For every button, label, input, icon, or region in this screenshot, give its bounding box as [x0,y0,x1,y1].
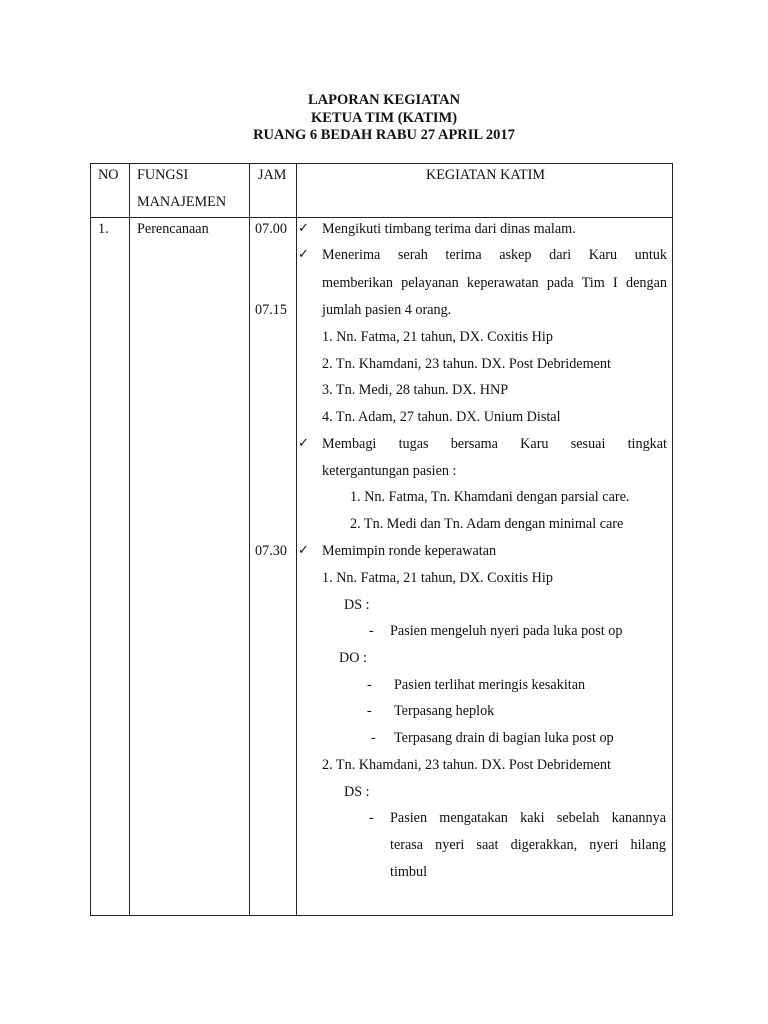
column-divider [129,164,130,915]
ds-label: DS : [344,597,370,613]
do-label: DO : [339,650,367,666]
report-title: LAPORAN KEGIATAN [307,92,461,108]
header-kegiatan: KEGIATAN KATIM [425,167,546,183]
column-divider [296,164,297,915]
report-location-date: RUANG 6 BEDAH RABU 27 APRIL 2017 [253,127,515,143]
activity-serah-terima-line: memberikan pelayanan keperawatan pada Tim I dengan [322,275,667,291]
checkmark-icon: ✓ [298,221,309,236]
assignment-item: 2. Tn. Medi dan Tn. Adam dengan minimal care [350,516,624,532]
assignment-item: 1. Nn. Fatma, Tn. Khamdani dengan parsial care. [350,489,630,505]
checkmark-icon: ✓ [298,247,309,262]
row-number: 1. [98,221,109,237]
time-0700: 07.00 [255,221,287,237]
checkmark-icon: ✓ [298,436,309,451]
dash-bullet: - [369,810,374,826]
ronde-patient-title: 2. Tn. Khamdani, 23 tahun. DX. Post Debridement [322,757,611,773]
do-item: Terpasang heplok [394,703,495,719]
activity-serah-terima-line: jumlah pasien 4 orang. [322,302,452,318]
ds-item-line: Pasien mengatakan kaki sebelah kanannya [390,810,666,826]
activity-timbang-terima: Mengikuti timbang terima dari dinas malam. [322,221,576,237]
dash-bullet: - [371,730,376,746]
header-divider [91,217,672,218]
checkmark-icon: ✓ [298,543,309,558]
patient-list-item: 3. Tn. Medi, 28 tahun. DX. HNP [322,382,509,398]
report-header [0,92,768,145]
dash-bullet: - [367,703,372,719]
header-manajemen: MANAJEMEN [137,194,227,210]
header-no: NO [98,167,119,183]
do-item: Terpasang drain di bagian luka post op [394,730,614,746]
do-item: Pasien terlihat meringis kesakitan [394,677,586,693]
time-0715: 07.15 [255,302,287,318]
patient-list-item: 2. Tn. Khamdani, 23 tahun. DX. Post Debridement [322,356,611,372]
ds-item-line: terasa nyeri saat digerakkan, nyeri hilang [390,837,666,853]
header-jam: JAM [258,167,287,183]
time-0730: 07.30 [255,543,287,559]
ds-label: DS : [344,784,370,800]
activity-membagi-tugas-line: Membagi tugas bersama Karu sesuai tingkat [322,436,667,452]
activity-ronde: Memimpin ronde keperawatan [322,543,497,559]
ronde-patient-title: 1. Nn. Fatma, 21 tahun, DX. Coxitis Hip [322,570,553,586]
ds-item-line: timbul [390,864,428,880]
activity-membagi-tugas-line: ketergantungan pasien : [322,463,457,479]
patient-list-item: 1. Nn. Fatma, 21 tahun, DX. Coxitis Hip [322,329,553,345]
activity-serah-terima-line: Menerima serah terima askep dari Karu untuk [322,247,667,263]
patient-list-item: 4. Tn. Adam, 27 tahun. DX. Unium Distal [322,409,561,425]
header-fungsi: FUNGSI [137,167,189,183]
row-fungsi: Perencanaan [137,221,209,237]
report-subtitle: KETUA TIM (KATIM) [310,109,458,126]
ds-item: Pasien mengeluh nyeri pada luka post op [390,623,623,639]
dash-bullet: - [367,677,372,693]
activity-table [90,163,673,916]
dash-bullet: - [369,623,374,639]
column-divider [249,164,250,915]
